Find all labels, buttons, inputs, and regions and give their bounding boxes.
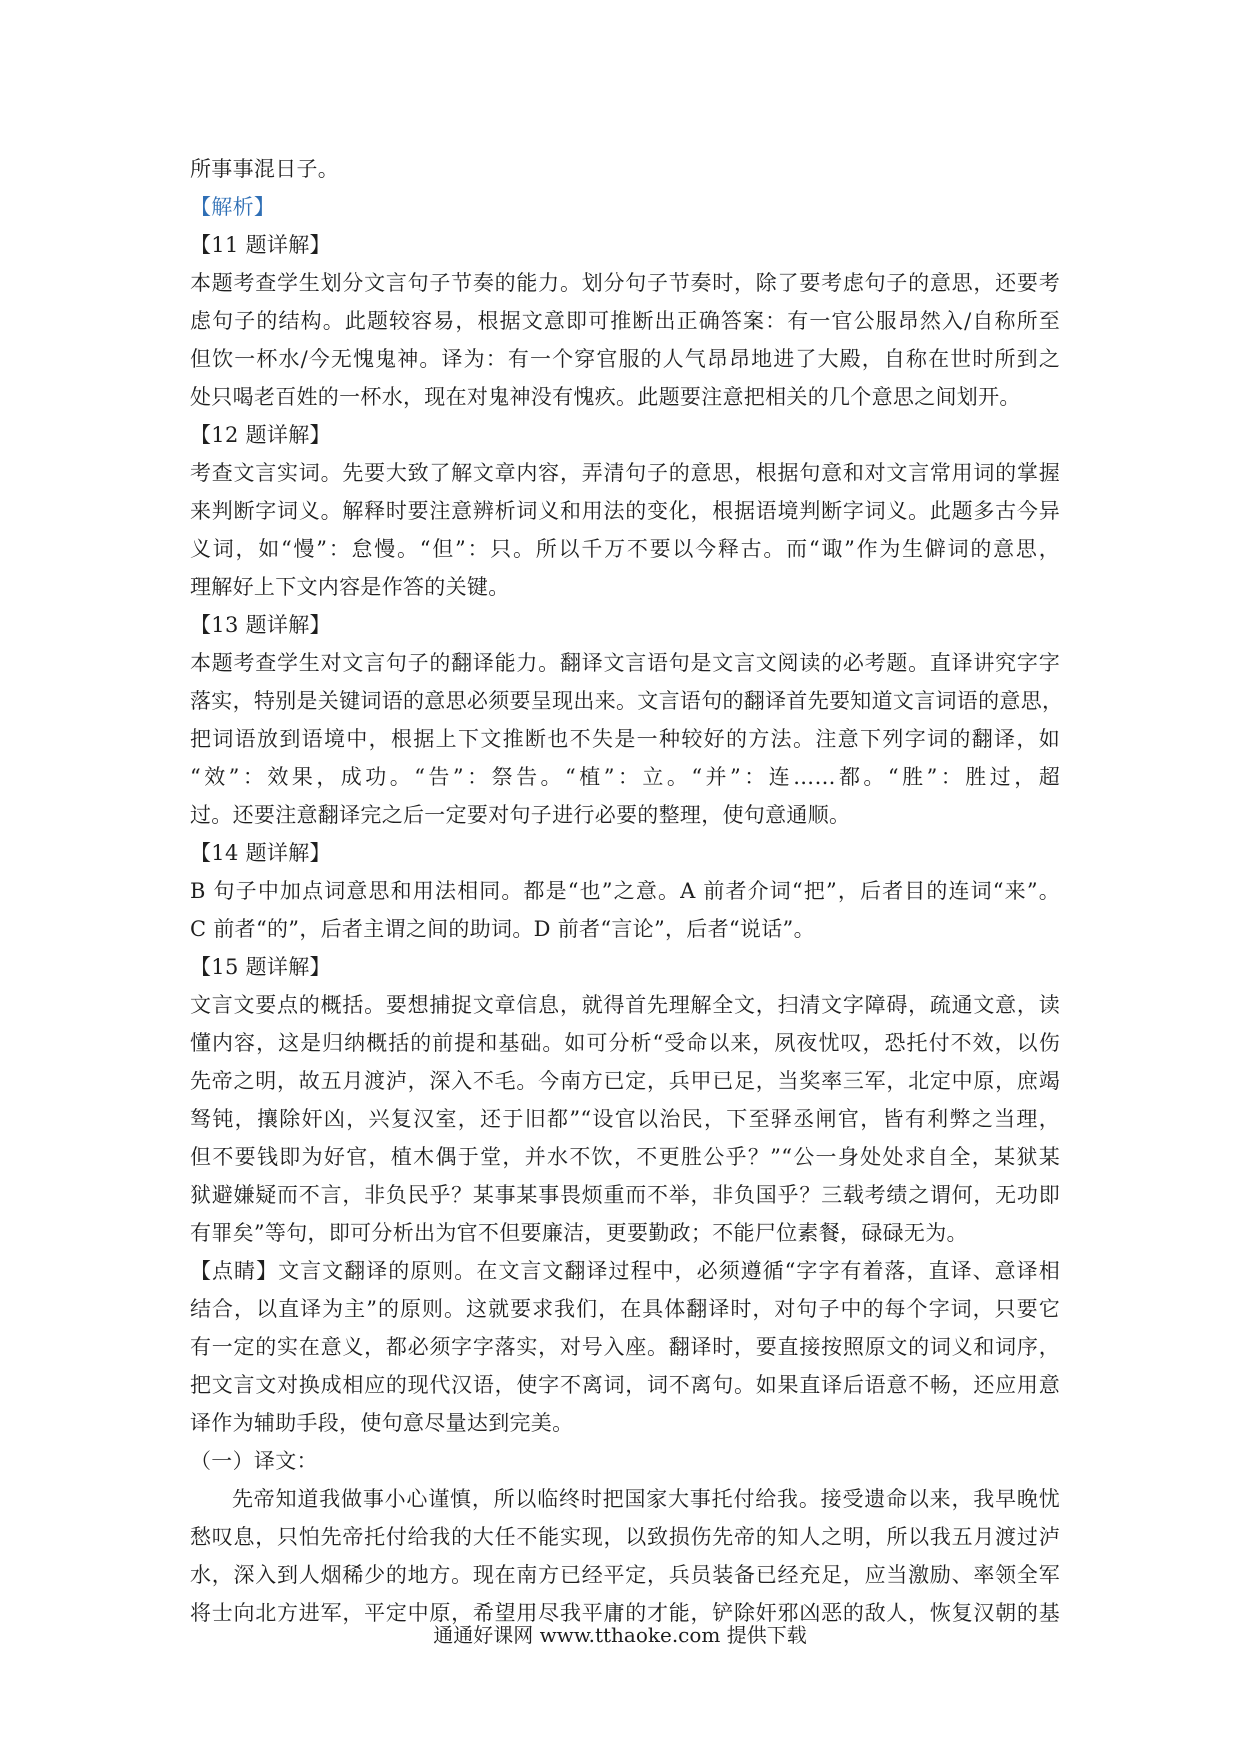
text-line: 虑句子的结构。此题较容易，根据文意即可推断出正确答案：有一官公服昂然入/自称所至 <box>190 309 1060 333</box>
text-line: 所事事混日子。 <box>190 157 340 181</box>
text-line: 结合，以直译为主”的原则。这就要求我们，在具体翻译时，对句子中的每个字词，只要它 <box>190 1297 1060 1321</box>
document-body <box>190 150 1064 1632</box>
text-line: 【11 题详解】 <box>190 233 331 257</box>
text-line: 有一定的实在意义，都必须字字落实，对号入座。翻译时，要直接按照原文的词义和词序， <box>190 1335 1060 1359</box>
text-line: 处只喝老百姓的一杯水，现在对鬼神没有愧疚。此题要注意把相关的几个意思之间划开。 <box>190 385 1021 409</box>
text-line: 【15 题详解】 <box>190 955 331 979</box>
page-footer: 通通好课网 www.tthaoke.com 提供下载 <box>433 1623 807 1647</box>
text-line: 本题考查学生划分文言句子节奏的能力。划分句子节奏时，除了要考虑句子的意思，还要考 <box>190 271 1060 295</box>
text-line: 文言文要点的概括。要想捕捉文章信息，就得首先理解全文，扫清文字障碍，疏通文意，读 <box>190 993 1060 1017</box>
text-line: 【12 题详解】 <box>190 423 331 447</box>
text-line: 把文言文对换成相应的现代汉语，使字不离词，词不离句。如果直译后语意不畅，还应用意 <box>190 1373 1060 1397</box>
text-line: 译作为辅助手段，使句意尽量达到完美。 <box>190 1411 574 1435</box>
text-line: 考查文言实词。先要大致了解文章内容，弄清句子的意思，根据句意和对文言常用词的掌握 <box>190 461 1060 485</box>
text-line: 理解好上下文内容是作答的关键。 <box>190 575 510 599</box>
text-line: 【14 题详解】 <box>190 841 331 865</box>
text-line: 水，深入到人烟稀少的地方。现在南方已经平定，兵员装备已经充足，应当激励、率领全军 <box>190 1563 1060 1587</box>
text-line: 先帝之明，故五月渡泸，深入不毛。今南方已定，兵甲已足，当奖率三军，北定中原，庶竭 <box>190 1069 1060 1093</box>
text-line: “效”：效果，成功。“告”：祭告。“植”：立。“并”：连……都。“胜”：胜过，超 <box>190 765 1060 789</box>
text-line: 愁叹息，只怕先帝托付给我的大任不能实现，以致损伤先帝的知人之明，所以我五月渡过泸 <box>190 1525 1060 1549</box>
text-line: 但饮一杯水/今无愧鬼神。译为：有一个穿官服的人气昂昂地进了大殿，自称在世时所到之 <box>190 347 1060 371</box>
text-line: 【13 题详解】 <box>190 613 331 637</box>
text-line: 驽钝，攘除奸凶，兴复汉室，还于旧都”“设官以治民，下至驿丞闸官，皆有利弊之当理， <box>190 1107 1060 1131</box>
text-line: （一）译文： <box>190 1449 318 1473</box>
text-line: 义词，如“慢”：怠慢。“但”：只。所以千万不要以今释古。而“诹”作为生僻词的意思， <box>190 537 1060 561</box>
text-line: C 前者“的”，后者主谓之间的助词。D 前者“言论”，后者“说话”。 <box>190 917 815 941</box>
text-line: 来判断字词义。解释时要注意辨析词义和用法的变化，根据语境判断字词义。此题多古今异 <box>190 499 1060 523</box>
text-line: 落实，特别是关键词语的意思必须要呈现出来。文言语句的翻译首先要知道文言词语的意思， <box>190 689 1064 713</box>
text-line: 将士向北方进军，平定中原，希望用尽我平庸的才能，铲除奸邪凶恶的敌人，恢复汉朝的基 <box>190 1601 1060 1625</box>
text-line: 懂内容，这是归纳概括的前提和基础。如可分析“受命以来，夙夜忧叹，恐托付不效，以伤 <box>190 1031 1060 1055</box>
text-line: 本题考查学生对文言句子的翻译能力。翻译文言语句是文言文阅读的必考题。直译讲究字字 <box>190 651 1060 675</box>
text-line: 过。还要注意翻译完之后一定要对句子进行必要的整理，使句意通顺。 <box>190 803 851 827</box>
section-label-jiexi: 【解析】 <box>190 195 276 219</box>
text-line: 【点睛】文言文翻译的原则。在文言文翻译过程中，必须遵循“字字有着落，直译、意译相 <box>190 1259 1060 1283</box>
text-line: 有罪矣”等句，即可分析出为官不但要廉洁，更要勤政；不能尸位素餐，碌碌无为。 <box>190 1221 968 1245</box>
text-line: 把词语放到语境中，根据上下文推断也不失是一种较好的方法。注意下列字词的翻译，如 <box>190 727 1060 751</box>
text-line: 但不要钱即为好官，植木偶于堂，并水不饮，不更胜公乎？”“公一身处处求自全，某狱某 <box>190 1145 1060 1169</box>
text-line: 先帝知道我做事小心谨慎，所以临终时把国家大事托付给我。接受遗命以来，我早晚忧 <box>232 1487 1060 1511</box>
text-line: 狱避嫌疑而不言，非负民乎？某事某事畏烦重而不举，非负国乎？三载考绩之谓何，无功即 <box>190 1183 1060 1207</box>
text-line: B 句子中加点词意思和用法相同。都是“也”之意。A 前者介词“把”，后者目的连词“来”。 <box>190 879 1060 903</box>
